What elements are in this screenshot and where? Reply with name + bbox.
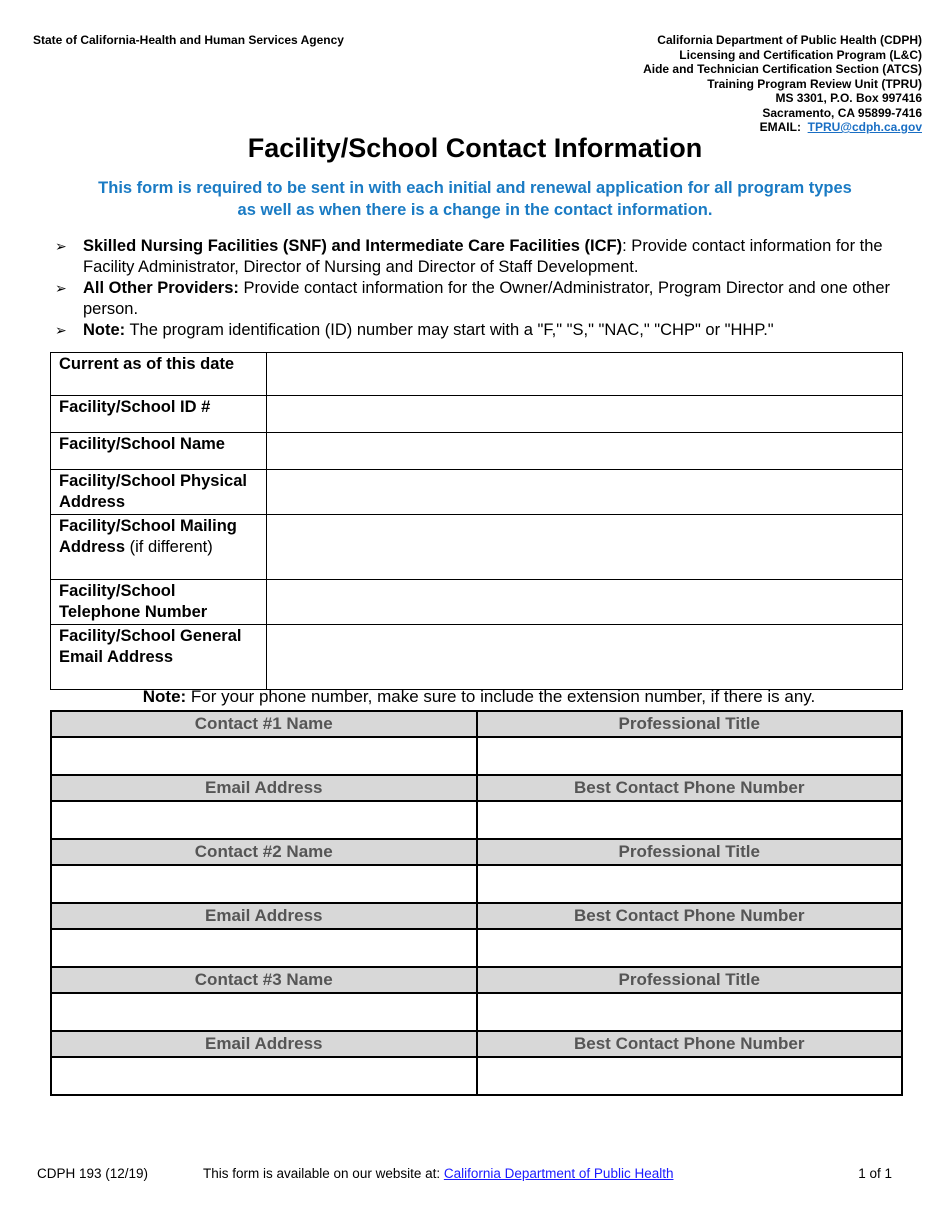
email-address-header: Email Address (51, 775, 477, 801)
table-header-row (51, 711, 902, 737)
table-row (51, 470, 903, 515)
table-header-row (51, 903, 902, 929)
school-id-field[interactable] (267, 396, 903, 433)
contact-name-header: Contact #3 Name (51, 967, 477, 993)
phone-number-header: Best Contact Phone Number (477, 903, 903, 929)
physical-address-field[interactable] (267, 470, 903, 515)
dept-line: Training Program Review Unit (TPRU) (707, 76, 922, 91)
contact-3-email-field[interactable] (51, 1057, 477, 1095)
table-row (51, 929, 902, 967)
field-label: Facility/School Name (51, 433, 267, 470)
table-header-row (51, 1031, 902, 1057)
bullet-text: Provide contact information for the Owner/Administrator, Program Director and one other person. (83, 279, 891, 318)
website-note (203, 1166, 673, 1182)
contact-3-name-field[interactable] (51, 993, 477, 1031)
contact-3-title-field[interactable] (477, 993, 903, 1031)
current-date-field[interactable] (267, 353, 903, 396)
instruction-line: This form is required to be sent in with each initial and renewal application for all program types (98, 179, 852, 197)
cdph-website-link[interactable]: California Department of Public Health (443, 1166, 674, 1181)
bullet-text: : Provide contact information for the Facility Administrator, Director of Nursing and Director of Staff Development. (83, 237, 883, 276)
form-id: CDPH 193 (12/19) (37, 1166, 149, 1181)
mailing-address-field[interactable] (267, 515, 903, 580)
contacts-table (50, 710, 903, 1096)
table-row (51, 433, 903, 470)
professional-title-header: Professional Title (477, 711, 903, 737)
table-row (51, 580, 903, 625)
contact-name-header: Contact #1 Name (51, 711, 477, 737)
phone-note: Note: For your phone number, make sure to include the extension number, if there is any. (142, 687, 816, 706)
contact-2-name-field[interactable] (51, 865, 477, 903)
bullet-text: The program identification (ID) number may start with a "F," "S," "NAC," "CHP" or "HHP." (125, 321, 774, 339)
table-row (51, 396, 903, 433)
facility-info-table (50, 352, 903, 690)
field-label: Facility/School ID # (51, 396, 267, 433)
dept-line: MS 3301, P.O. Box 997416 (775, 91, 922, 105)
page-title: Facility/School Contact Information (247, 133, 703, 163)
agency-name: State of California-Health and Human Services Agency (33, 33, 344, 47)
telephone-field[interactable] (267, 580, 903, 625)
phone-number-header: Best Contact Phone Number (477, 775, 903, 801)
email-address-header: Email Address (51, 1031, 477, 1057)
instruction-line: as well as when there is a change in the contact information. (237, 201, 713, 219)
page-number: 1 of 1 (858, 1166, 892, 1181)
contact-1-title-field[interactable] (477, 737, 903, 775)
dept-line: Sacramento, CA 95899-7416 (762, 105, 922, 120)
dept-line: California Department of Public Health (CDPH) (657, 33, 922, 47)
dept-line: Licensing and Certification Program (L&C) (679, 47, 922, 62)
contact-2-title-field[interactable] (477, 865, 903, 903)
email-address-header: Email Address (51, 903, 477, 929)
table-row (51, 737, 902, 775)
bullet-item (55, 320, 925, 341)
professional-title-header: Professional Title (477, 967, 903, 993)
arrow-bullet-icon: ➢ (55, 238, 67, 254)
school-name-field[interactable] (267, 433, 903, 470)
phone-number-header: Best Contact Phone Number (477, 1031, 903, 1057)
field-label: Current as of this date (51, 353, 267, 396)
dept-line: Aide and Technician Certification Section (ATCS) (643, 62, 922, 76)
professional-title-header: Professional Title (477, 839, 903, 865)
field-label: Facility/School General Email Address (51, 625, 267, 690)
table-row (51, 993, 902, 1031)
general-email-field[interactable] (267, 625, 903, 690)
email-label: EMAIL: (759, 120, 801, 134)
table-header-row (51, 967, 902, 993)
contact-3-phone-field[interactable] (477, 1057, 903, 1095)
table-row (51, 625, 903, 690)
table-header-row (51, 775, 902, 801)
email-link[interactable]: TPRU@cdph.ca.gov (807, 120, 922, 134)
form-instructions (40, 177, 910, 221)
table-row (51, 865, 902, 903)
bullet-bold: Note: (83, 321, 126, 339)
department-address-block (502, 33, 922, 135)
contact-2-email-field[interactable] (51, 929, 477, 967)
bullet-item (55, 236, 925, 278)
field-label: Facility/School Mailing Address (if different) (51, 515, 267, 580)
arrow-bullet-icon: ➢ (55, 322, 67, 338)
contact-1-name-field[interactable] (51, 737, 477, 775)
bullet-bold: All Other Providers: (83, 279, 239, 297)
table-row (51, 515, 903, 580)
bullet-list (55, 236, 925, 341)
bullet-bold: Skilled Nursing Facilities (SNF) and Intermediate Care Facilities (ICF) (83, 237, 623, 255)
field-label: Facility/School Telephone Number (51, 580, 267, 625)
contact-1-email-field[interactable] (51, 801, 477, 839)
table-row (51, 801, 902, 839)
table-header-row (51, 839, 902, 865)
availability-text: This form is available on our website at: (203, 1166, 444, 1181)
contact-1-phone-field[interactable] (477, 801, 903, 839)
table-row (51, 1057, 902, 1095)
contact-name-header: Contact #2 Name (51, 839, 477, 865)
table-row (51, 353, 903, 396)
arrow-bullet-icon: ➢ (55, 280, 67, 296)
bullet-item (55, 278, 925, 320)
contact-2-phone-field[interactable] (477, 929, 903, 967)
field-label: Facility/School Physical Address (51, 470, 267, 515)
